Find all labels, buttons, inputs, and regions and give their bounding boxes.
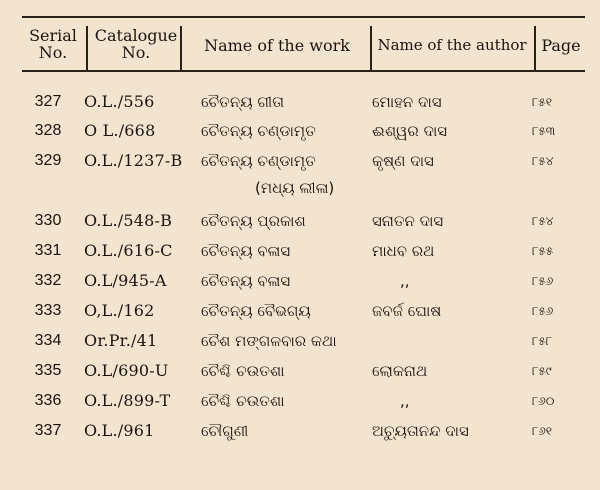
header-page: Page [541,36,581,55]
catalogue-cell: O L./668 [84,121,156,140]
page-cell: ୮୬୧ [532,424,553,438]
author-cell: ସନାତନ ଦାସ [372,212,444,230]
work-cell: ଚୈଶ ମଙ୍ଗଳବାର କଥା [201,332,337,350]
work-cell: ଚୈଶ୍ଚି ଚଉତଶା [201,392,285,410]
author-cell: ,, [400,272,410,290]
work-subtitle: (ମଧ୍ୟ ଲୀଳା) [255,179,335,197]
work-cell: ଚୈତନ୍ୟ ଚଣ୍ଡାମୃତ [201,122,316,140]
work-cell: ଚୈତନ୍ୟ ଗୀତା [201,93,285,111]
table-row [0,117,600,145]
catalogue-cell: O.L./1237-B [84,151,183,170]
serial-cell: 333 [34,302,62,319]
table-row [0,417,600,445]
header-serial: Serial No. [29,26,77,62]
serial-cell: 334 [34,332,62,349]
table-row [0,147,600,175]
catalogue-cell: O.L./556 [84,92,155,111]
table-row [0,327,600,355]
table-row [0,387,600,415]
page-cell: ୮୫୬ [532,274,554,288]
page-cell: ୮୫୪ [532,214,554,228]
top-rule [22,16,585,18]
serial-cell: 331 [34,242,62,259]
author-cell: ,, [400,392,410,410]
page-cell: ୮୫୮ [532,334,553,348]
catalogue-cell: O,L./162 [84,301,155,320]
serial-cell: 336 [34,392,62,409]
header-work: Name of the work [204,36,350,55]
serial-cell: 332 [34,272,62,289]
page-cell: ୮୫୩ [532,124,556,138]
header-rule [22,70,585,72]
author-cell: କୃଷ୍ଣ ଦାସ [372,152,434,170]
author-cell: ଲୋକନାଥ [372,362,428,380]
table-row [0,207,600,235]
column-divider [86,26,88,70]
author-cell: ଈଶ୍ୱର ଦାସ [372,122,448,140]
author-cell: ମୋହନ ଦାସ [372,93,442,111]
column-divider [534,26,536,70]
catalogue-cell: O.L./548-B [84,211,173,230]
author-cell: ଅଚ୍ୟୁତାନନ୍ଦ ଦାସ [372,422,469,440]
page-cell: ୮୫୬ [532,304,554,318]
table-row [0,297,600,325]
work-cell: ଚୈତନ୍ୟ ପ୍ରକାଶ [201,212,306,230]
work-cell: ଚୌଗୁଣୀ [201,422,249,440]
serial-cell: 327 [34,93,62,110]
serial-cell: 337 [34,422,62,439]
table-row [0,88,600,116]
author-cell: ମାଧବ ରଥ [372,242,435,260]
header-author: Name of the author [377,36,527,54]
page-cell: ୮୬୦ [532,394,555,408]
table-row [0,267,600,295]
table-row [0,357,600,385]
column-divider [180,26,182,70]
catalogue-cell: O.L/690-U [84,361,169,380]
catalogue-cell: O.L./961 [84,421,155,440]
work-cell: ଚୈତନ୍ୟ ବଳାସ [201,272,291,290]
serial-cell: 329 [34,152,62,169]
work-cell: ଚୈତନ୍ୟ ବଳାସ [201,242,291,260]
work-cell: ଚୈତନ୍ୟ ବୈଭଗ୍ୟ [201,302,311,320]
catalogue-cell: Or.Pr./41 [84,331,158,350]
page-cell: ୮୫୧ [532,95,553,109]
serial-cell: 328 [34,122,62,139]
work-cell: ଚୈତନ୍ୟ ଚଣ୍ଡାମୃତ [201,152,316,170]
catalogue-cell: O.L./899-T [84,391,171,410]
page-cell: ୮୫୪ [532,154,554,168]
catalogue-cell: O.L/945-A [84,271,167,290]
work-cell: ଚୈଶ୍ଚି ଚଉତଶା [201,362,285,380]
author-cell: ଜବର୍ଜ ଘୋଷ [372,302,442,320]
page-cell: ୮୫୯ [532,364,552,378]
page-cell: ୮୫୫ [532,244,554,258]
serial-cell: 335 [34,362,62,379]
header-catalogue: Catalogue No. [94,26,178,62]
catalogue-cell: O.L./616-C [84,241,173,260]
serial-cell: 330 [34,212,62,229]
table-row [0,237,600,265]
